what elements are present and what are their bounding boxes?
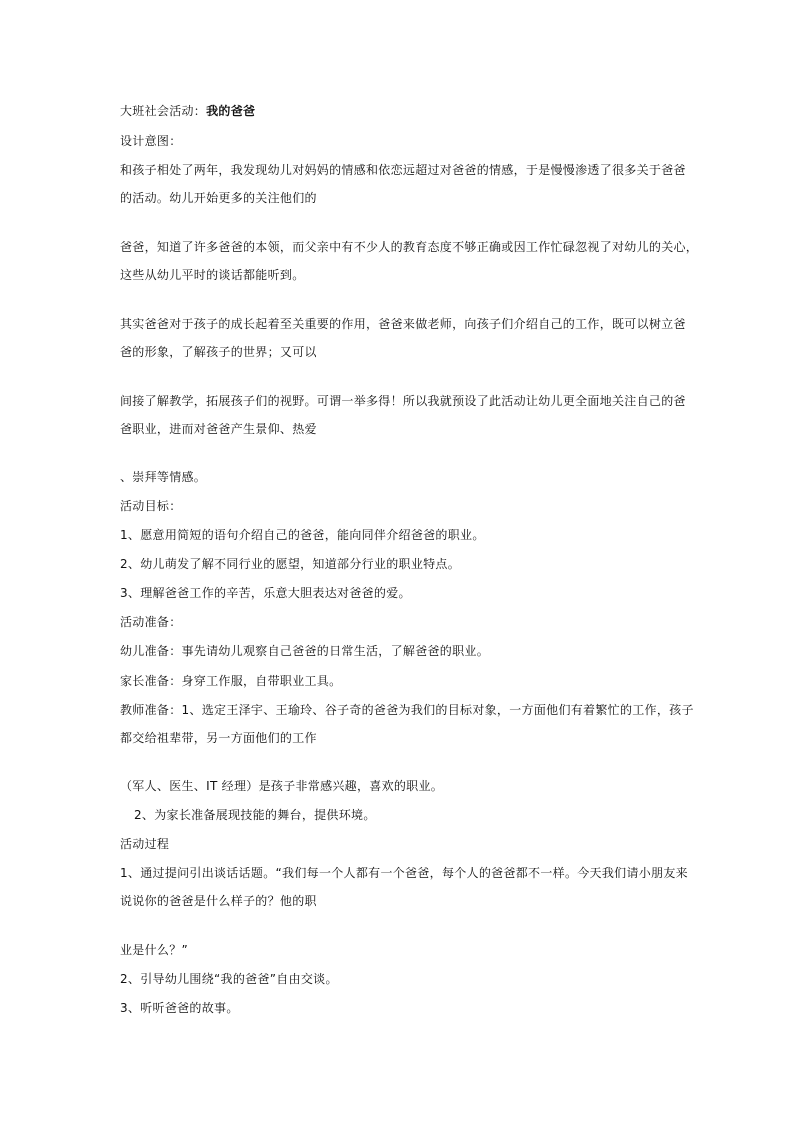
paragraph-line: 爸爸，知道了许多爸爸的本领，而父亲中有不少人的教育态度不够正确或因工作忙碌忽视了对幼儿的关心， bbox=[120, 240, 699, 254]
process-step: 3、听听爸爸的故事。 bbox=[120, 1001, 239, 1015]
paragraph-line: （军人、医生、IT 经理）是孩子非常感兴趣，喜欢的职业。 bbox=[120, 779, 444, 793]
paragraph-line: 这些从幼儿平时的谈话都能听到。 bbox=[120, 268, 305, 282]
paragraph-line: 爸职业，进而对爸爸产生景仰、热爱 bbox=[120, 422, 317, 436]
paragraph-line: 业是什么？” bbox=[120, 943, 189, 957]
paragraph-line: 和孩子相处了两年，我发现幼儿对妈妈的情感和依恋远超过对爸爸的情感，于是慢慢渗透了很多关于爸爸 bbox=[120, 163, 686, 177]
process-step: 1、通过提问引出谈话话题。“我们每一个人都有一个爸爸，每个人的爸爸都不一样。今天我们请小朋友来 bbox=[120, 866, 688, 880]
goal-item: 3、理解爸爸工作的辛苦，乐意大胆表达对爸爸的爱。 bbox=[120, 586, 411, 600]
paragraph-line: 、崇拜等情感。 bbox=[120, 470, 207, 484]
paragraph-line: 说说你的爸爸是什么样子的？他的职 bbox=[120, 894, 317, 908]
preparation-item: 教师准备：1、选定王泽宇、王瑜玲、谷子奇的爸爸为我们的目标对象，一方面他们有着繁忙的工作，孩子 bbox=[120, 703, 694, 717]
preparation-item: 家长准备：身穿工作服，自带职业工具。 bbox=[120, 674, 342, 688]
document-title bbox=[120, 103, 680, 119]
preparation-item: 幼儿准备：事先请幼儿观察自己爸爸的日常生活，了解爸爸的职业。 bbox=[120, 644, 490, 658]
section-heading-goals: 活动目标： bbox=[120, 499, 182, 513]
paragraph-line: 间接了解教学，拓展孩子们的视野。可谓一举多得！所以我就预设了此活动让幼儿更全面地关注自己的爸 bbox=[120, 394, 686, 408]
title-prefix: 大班社会活动： bbox=[120, 104, 207, 118]
preparation-item: 2、为家长准备展现技能的舞台，提供环境。 bbox=[134, 808, 376, 822]
goal-item: 1、愿意用简短的语句介绍自己的爸爸，能向同伴介绍爸爸的职业。 bbox=[120, 528, 485, 542]
section-heading-preparation: 活动准备： bbox=[120, 615, 182, 629]
process-step: 2、引导幼儿围绕“我的爸爸”自由交谈。 bbox=[120, 972, 338, 986]
paragraph-line: 其实爸爸对于孩子的成长起着至关重要的作用，爸爸来做老师，向孩子们介绍自己的工作，既可以树立爸 bbox=[120, 317, 686, 331]
paragraph-line: 都交给祖辈带，另一方面他们的工作 bbox=[120, 731, 317, 745]
section-heading-process: 活动过程 bbox=[120, 837, 170, 851]
goal-item: 2、幼儿萌发了解不同行业的愿望，知道部分行业的职业特点。 bbox=[120, 557, 461, 571]
paragraph-line: 爸的形象，了解孩子的世界；又可以 bbox=[120, 345, 317, 359]
title-main: 我的爸爸 bbox=[206, 104, 256, 118]
section-heading-design-intent: 设计意图： bbox=[120, 134, 182, 148]
paragraph-line: 的活动。幼儿开始更多的关注他们的 bbox=[120, 191, 317, 205]
